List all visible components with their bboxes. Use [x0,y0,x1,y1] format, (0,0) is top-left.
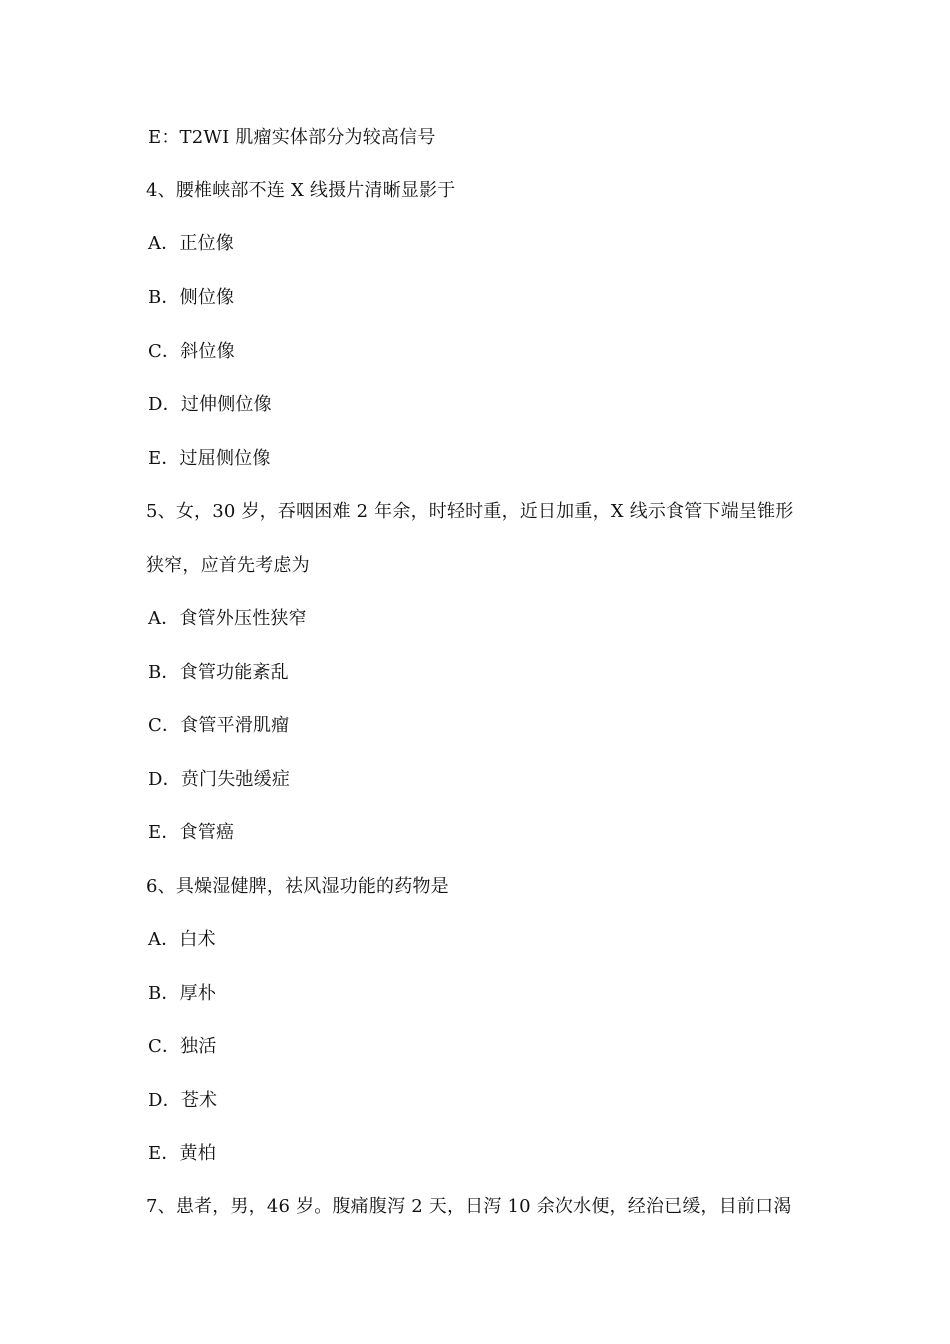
q7-question-line1: 7、患者，男，46 岁。腹痛腹泻 2 天，日泻 10 余次水便，经治已缓，目前口渴 [146,1196,792,1217]
q5-question-line1: 5、女，30 岁，吞咽困难 2 年余，时轻时重，近日加重，X 线示食管下端呈锥形 [146,501,794,522]
q4-question: 4、腰椎峡部不连 X 线摄片清晰显影于 [146,180,456,201]
q4-option-d: D．过伸侧位像 [148,394,272,415]
q4-option-b: B．侧位像 [148,287,235,308]
q6-option-c: C．独活 [148,1036,217,1057]
q3-option-e: E：T2WI 肌瘤实体部分为较高信号 [148,127,436,148]
q5-option-e: E．食管癌 [148,822,235,843]
q5-option-d: D．贲门失弛缓症 [148,769,291,790]
q6-option-e: E．黄柏 [148,1143,216,1164]
q5-option-a: A．食管外压性狭窄 [148,608,307,629]
q5-option-c: C．食管平滑肌瘤 [148,715,290,736]
q6-question: 6、具燥湿健脾，祛风湿功能的药物是 [146,876,449,897]
q4-option-a: A．正位像 [148,233,234,254]
q6-option-b: B．厚朴 [148,983,217,1004]
q6-option-d: D．苍术 [148,1090,218,1111]
q4-option-e: E．过屈侧位像 [148,448,271,469]
q4-option-c: C．斜位像 [148,341,235,362]
q5-question-line2: 狭窄，应首先考虑为 [146,555,310,576]
q6-option-a: A．白术 [148,929,216,950]
q5-option-b: B．食管功能紊乱 [148,662,289,683]
